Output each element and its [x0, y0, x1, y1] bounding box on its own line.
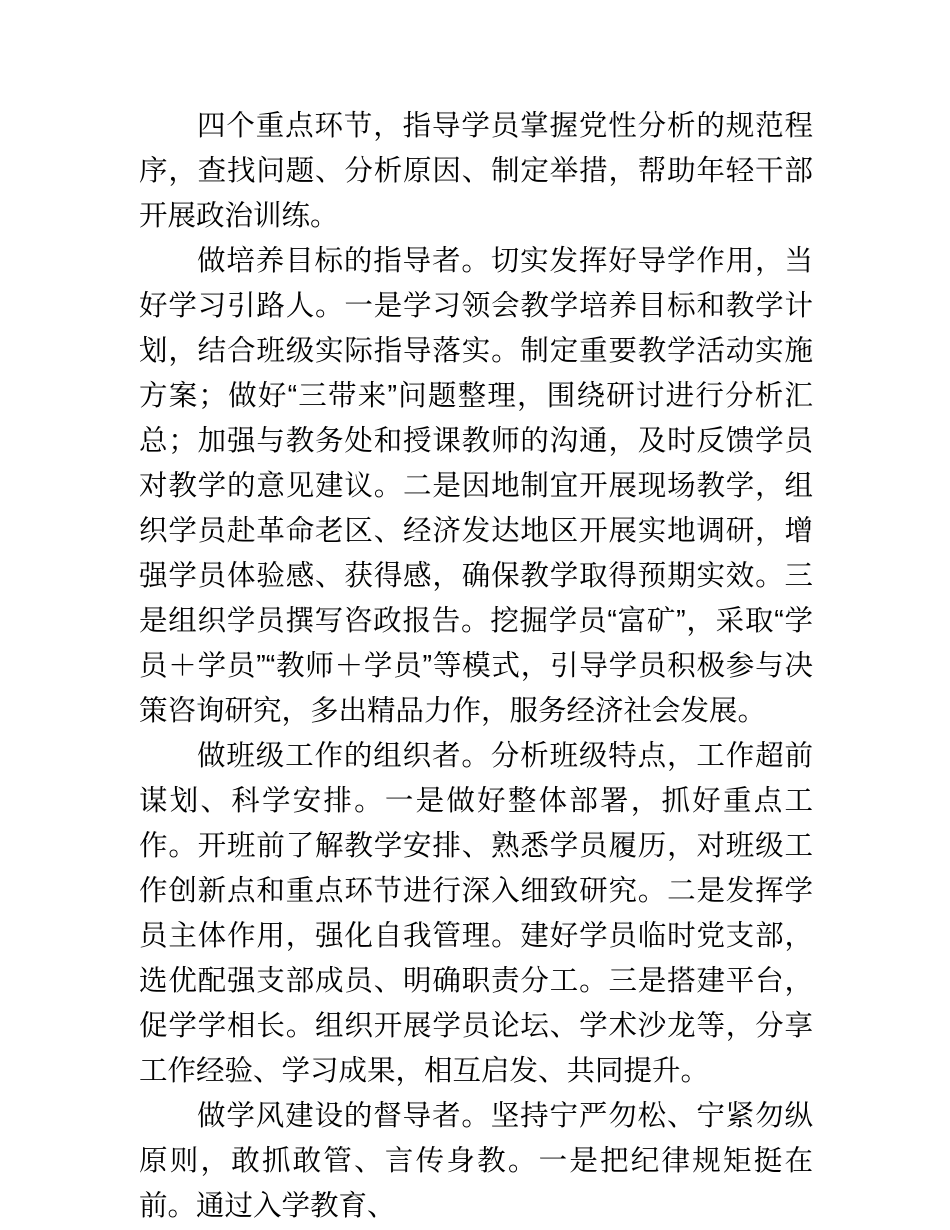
- document-body-text-block: [139, 104, 813, 1229]
- body-paragraph: 做学风建设的督导者。坚持宁严勿松、宁紧勿纵原则，敢抓敢管、言传身教。一是把纪律规矩挺在前。通过入学教育、: [139, 1100, 813, 1222]
- body-paragraph: 四个重点环节，指导学员掌握党性分析的规范程序，查找问题、分析原因、制定举措，帮助年轻干部开展政治训练。: [139, 110, 813, 232]
- body-paragraph: 做班级工作的组织者。分析班级特点，工作超前谋划、科学安排。一是做好整体部署，抓好重点工作。开班前了解教学安排、熟悉学员履历，对班级工作创新点和重点环节进行深入细致研究。二是发挥学员主体作用，强化自我管理。建好学员临时党支部，选优配强支部成员、明确职责分工。三是搭建平台，促学学相长。组织开展学员论坛、学术沙龙等，分享工作经验、学习成果，相互启发、共同提升。: [139, 740, 813, 1087]
- body-paragraph: 做培养目标的指导者。切实发挥好导学作用，当好学习引路人。一是学习领会教学培养目标和教学计划，结合班级实际指导落实。制定重要教学活动实施方案；做好“三带来”问题整理，围绕研讨进行分析汇总；加强与教务处和授课教师的沟通，及时反馈学员对教学的意见建议。二是因地制宜开展现场教学，组织学员赴革命老区、经济发达地区开展实地调研，增强学员体验感、获得感，确保教学取得预期实效。三是组织学员撰写咨政报告。挖掘学员“富矿”，采取“学员＋学员”“教师＋学员”等模式，引导学员积极参与决策咨询研究，多出精品力作，服务经济社会发展。: [139, 245, 813, 727]
